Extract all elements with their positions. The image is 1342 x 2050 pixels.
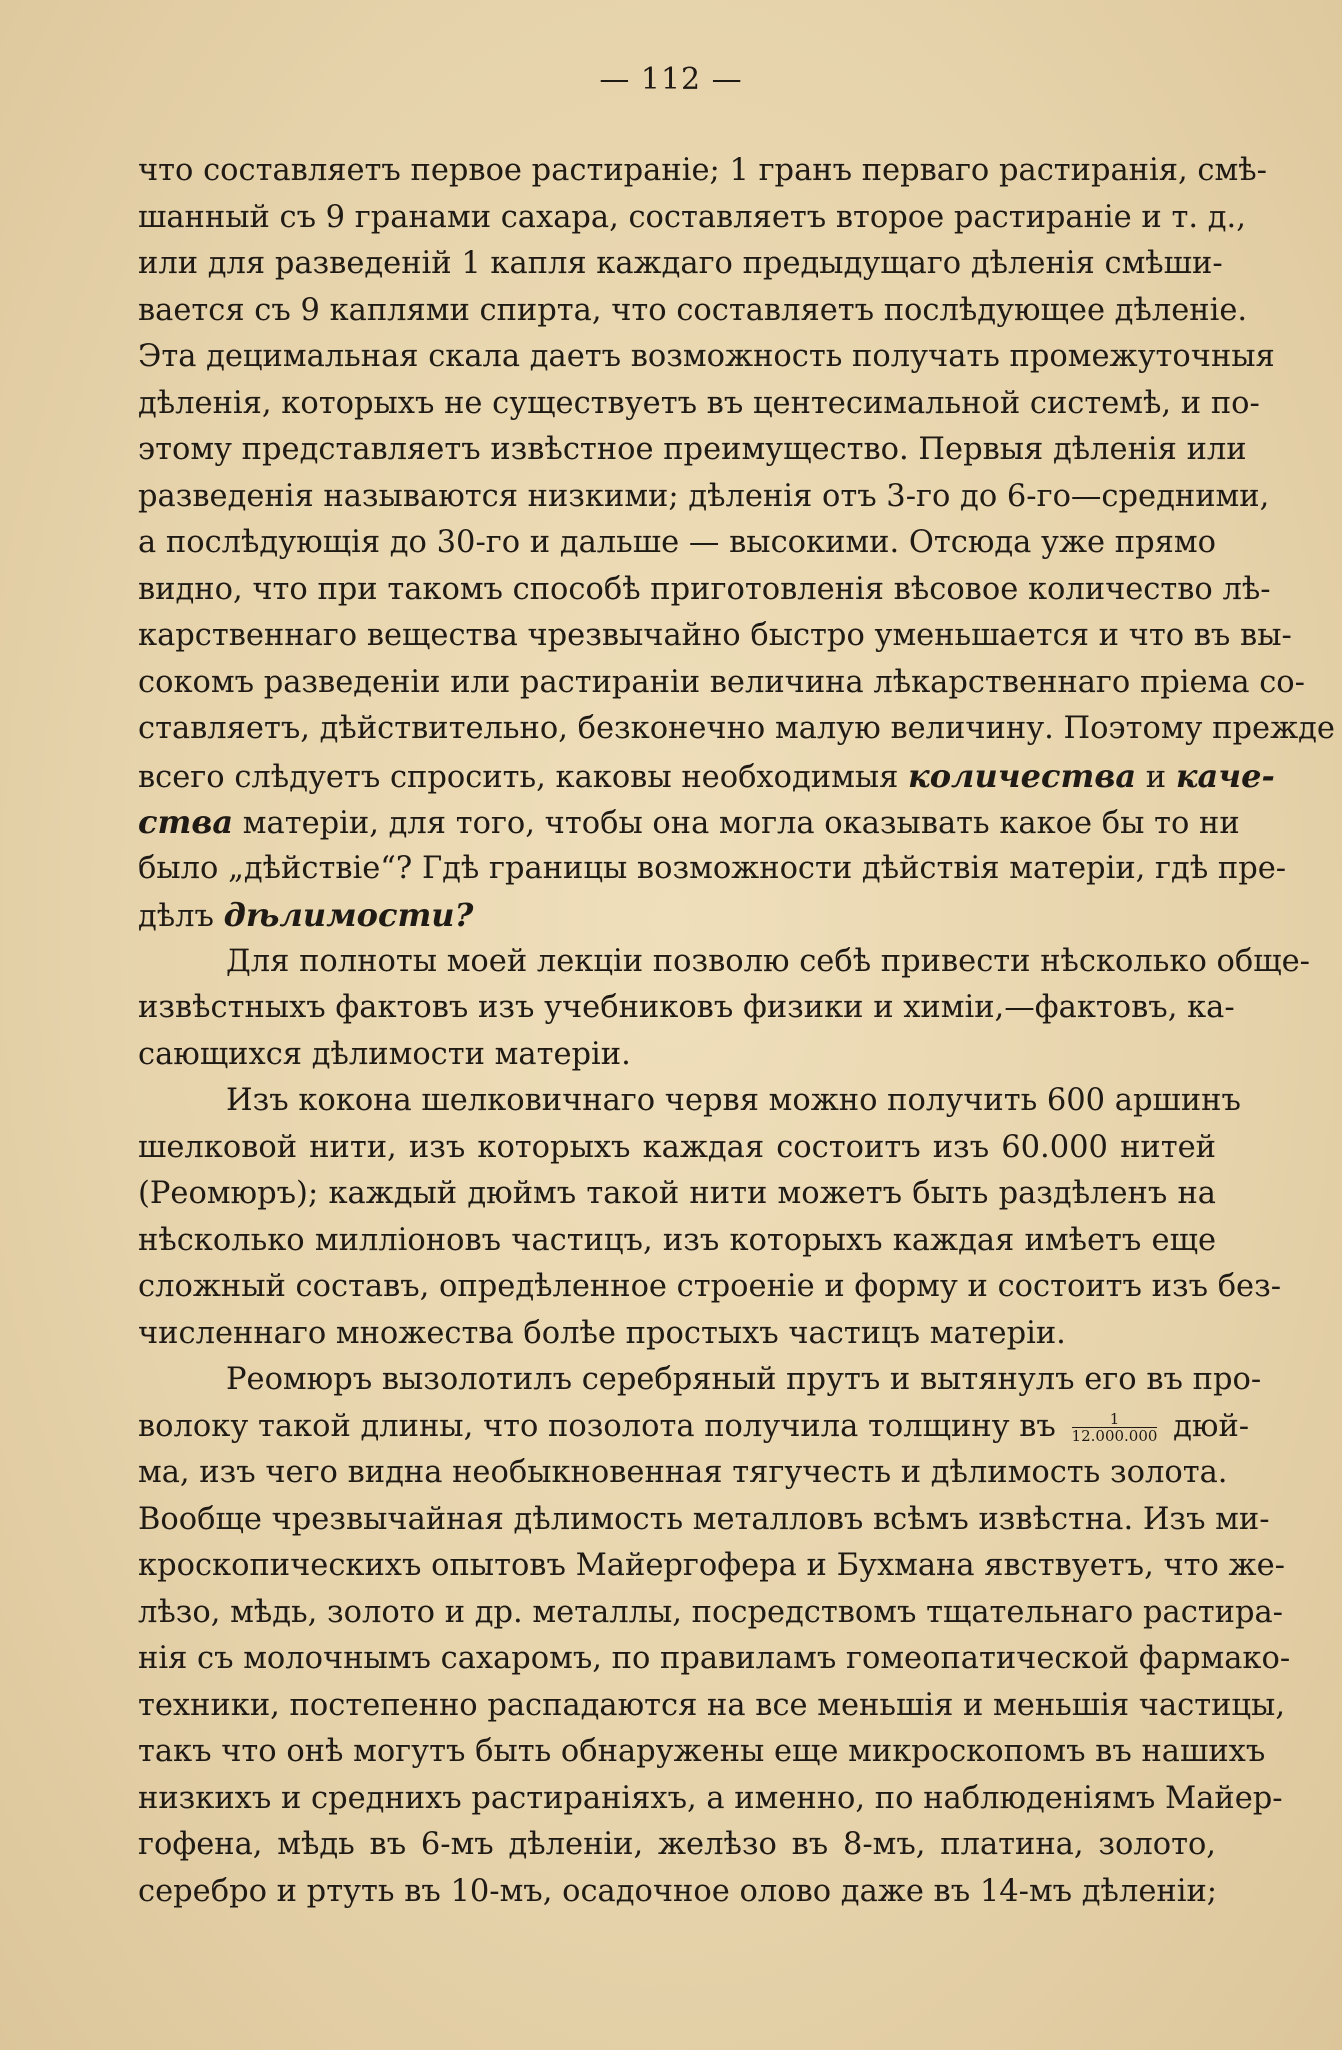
- text-line: (Реомюръ); каждый дюймъ такой нити можетъ быть раздѣленъ на: [138, 1176, 1216, 1211]
- text-line: нѣсколько милліоновъ частицъ, изъ которыхъ каждая имѣетъ еще: [138, 1222, 1216, 1258]
- text-line: или для разведеній 1 капля каждаго предыдущаго дѣленія смѣши-: [138, 246, 1223, 281]
- text-segment: и: [1145, 759, 1167, 795]
- text-line: шанный съ 9 гранами сахара, составляетъ второе растираніе и т. д.,: [138, 199, 1246, 235]
- fraction-denominator: 12.000.000: [1071, 1427, 1158, 1445]
- text-line: разведенія называются низкими; дѣленія отъ 3-го до 6-го—средними,: [138, 478, 1270, 514]
- text-line: [138, 799, 1240, 846]
- text-line: [138, 892, 1216, 939]
- text-line: техники, постепенно распадаются на все меньшія и меньшія частицы,: [138, 1687, 1286, 1723]
- text-line: гофена, мѣдь въ 6-мъ дѣленіи, желѣзо въ 8-мъ, платина, золото,: [138, 1827, 1216, 1862]
- text-line: Для полноты моей лекціи позволю себѣ привести нѣсколько обще-: [226, 943, 1310, 979]
- text-line: Реомюръ вызолотилъ серебряный прутъ и вытянулъ его въ про-: [226, 1362, 1262, 1397]
- text-line: лѣзо, мѣдь, золото и др. металлы, посредствомъ тщательнаго растира-: [138, 1594, 1283, 1630]
- text-line: сложный составъ, опредѣленное строеніе и форму и состоитъ изъ без-: [138, 1269, 1282, 1304]
- text-segment: дѣлъ: [138, 899, 214, 934]
- text-segment: дюй-: [1173, 1408, 1250, 1444]
- page-number: — 112 —: [599, 62, 743, 97]
- text-segment: всего слѣдуетъ спросить, каковы необходимыя: [138, 759, 899, 795]
- text-line: ма, изъ чего видна необыкновенная тягучесть и дѣлимость золота.: [138, 1455, 1228, 1490]
- fraction: [1072, 1411, 1158, 1444]
- text-line: [138, 753, 1275, 800]
- text-line: извѣстныхъ фактовъ изъ учебниковъ физики и химіи,—фактовъ, ка-: [138, 990, 1235, 1025]
- body-text: [138, 148, 1335, 1915]
- text-line: низкихъ и среднихъ растираніяхъ, а именно, по наблюденіямъ Майер-: [138, 1780, 1283, 1816]
- text-line: было „дѣйствіе“? Гдѣ границы возможности дѣйствія матеріи, гдѣ пре-: [138, 850, 1287, 886]
- text-line: а послѣдующія до 30-го и дальше — высокими. Отсюда уже прямо: [138, 525, 1216, 560]
- text-segment: матеріи, для того, чтобы она могла оказывать какое бы то ни: [242, 806, 1240, 841]
- text-line: видно, что при такомъ способѣ приготовленія вѣсовое количество лѣ-: [138, 571, 1271, 607]
- italic-term: дѣлимости?: [223, 896, 474, 934]
- text-line: Эта децимальная скала даетъ возможность получать промежуточныя: [138, 339, 1275, 374]
- italic-term: каче-: [1175, 756, 1275, 795]
- text-line: Изъ кокона шелковичнаго червя можно получить 600 аршинъ: [226, 1083, 1241, 1118]
- text-line: такъ что онѣ могутъ быть обнаружены еще микроскопомъ въ нашихъ: [138, 1734, 1266, 1769]
- italic-term: количества: [908, 756, 1137, 795]
- text-line: серебро и ртуть въ 10-мъ, осадочное олово даже въ 14-мъ дѣленіи;: [138, 1873, 1218, 1909]
- italic-term: ства: [138, 803, 234, 841]
- text-line: численнаго множества болѣе простыхъ частицъ матеріи.: [138, 1315, 1066, 1351]
- text-line: вается съ 9 каплями спирта, что составляетъ послѣдующее дѣленіе.: [138, 292, 1248, 328]
- text-line: этому представляетъ извѣстное преимущество. Первыя дѣленія или: [138, 432, 1247, 467]
- text-line: дѣленія, которыхъ не существуетъ въ центесимальной системѣ, и по-: [138, 385, 1260, 421]
- fraction-numerator: 1: [1072, 1411, 1158, 1428]
- text-line: Вообще чрезвычайная дѣлимость металловъ всѣмъ извѣстна. Изъ ми-: [138, 1501, 1270, 1537]
- text-segment: волоку такой длины, что позолота получила толщину въ: [138, 1408, 1056, 1444]
- text-line: сокомъ разведеніи или растираніи величина лѣкарственнаго пріема со-: [138, 664, 1305, 700]
- text-line: карственнаго вещества чрезвычайно быстро уменьшается и что въ вы-: [138, 618, 1292, 653]
- text-line: ставляетъ, дѣйствительно, безконечно малую величину. Поэтому прежде: [138, 711, 1335, 746]
- text-line: сающихся дѣлимости матеріи.: [138, 1036, 631, 1072]
- text-line: нія съ молочнымъ сахаромъ, по правиламъ гомеопатической фармако-: [138, 1641, 1291, 1676]
- text-line: [138, 1404, 1250, 1451]
- text-line: что составляетъ первое растираніе; 1 гранъ перваго растиранія, смѣ-: [138, 153, 1267, 188]
- text-line: шелковой нити, изъ которыхъ каждая состоитъ изъ 60.000 нитей: [138, 1129, 1216, 1165]
- text-line: кроскопическихъ опытовъ Майергофера и Бухмана явствуетъ, что же-: [138, 1548, 1285, 1583]
